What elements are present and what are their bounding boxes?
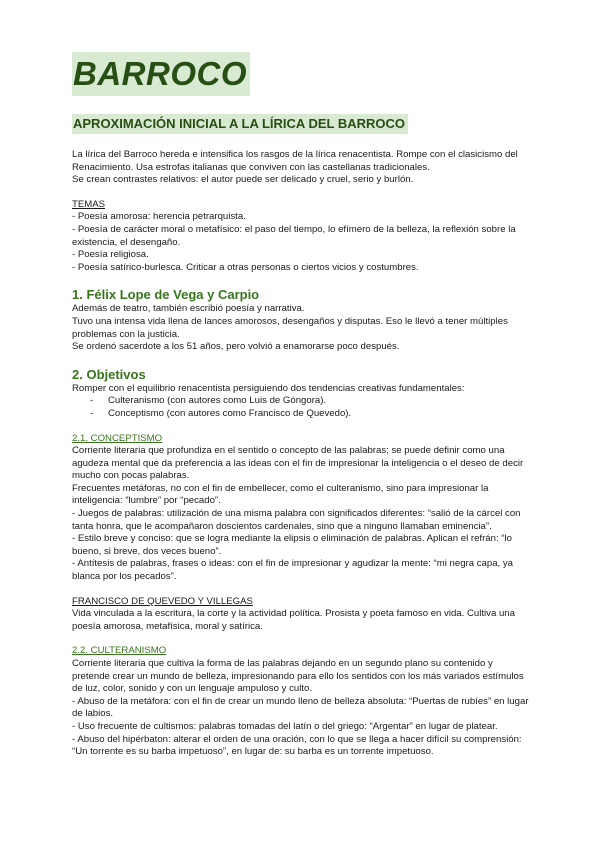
document-title: BARROCO xyxy=(72,52,250,96)
lope-paragraph: Además de teatro, también escribió poesía y narrativa. xyxy=(72,303,305,315)
section-quevedo xyxy=(72,596,532,634)
culteranismo-paragraph: - Abuso de la metáfora: con el fin de crear un mundo lleno de belleza absoluta: “Puertas de rubíes” en lugar de labios. xyxy=(72,695,529,720)
lope-paragraph: Se ordenó sacerdote a los 51 años, pero volvió a enamorarse poco después. xyxy=(72,341,400,353)
section-conceptismo xyxy=(72,433,532,584)
quevedo-heading: FRANCISCO DE QUEVEDO Y VILLEGAS xyxy=(72,595,253,607)
list-item-text: Conceptismo (con autores como Francisco de Quevedo). xyxy=(108,407,352,419)
conceptismo-paragraph: Frecuentes metáforas, no con el fin de embellecer, como el culteranismo, sino para impresionar la inteligencia: “lumbre” por “pecado”. xyxy=(72,482,489,507)
conceptismo-paragraph: - Estilo breve y conciso: que se logra mediante la elipsis o eliminación de palabras. Aplican el refrán: “lo bueno, si breve, dos veces bueno”. xyxy=(72,533,512,557)
document-page xyxy=(72,52,532,759)
temas-block xyxy=(72,199,532,275)
intro-paragraph: La lírica del Barroco hereda e intensifica los rasgos de la lírica renacentista. Rompe con el clasicismo del Renacimiento. Usa estrofas italianas que conviven con las castellanas tradicionales. xyxy=(72,149,518,173)
culteranismo-paragraph: Corriente literaria que cultiva la forma de las palabras dejando en un segundo plano su contenido y pretende crear un mundo de belleza, impresionando para ello los sentidos con los más variados estímulos de luz, color, sonido y con un lenguaje ampuloso y culto. xyxy=(72,658,524,695)
culteranismo-paragraph: - Uso frecuente de cultismos: palabras tomadas del latín o del griego: “Argentar” en lugar de platear. xyxy=(72,720,498,732)
culteranismo-heading: 2.2. CULTERANISMO xyxy=(72,645,167,657)
list-item: - Conceptismo (con autores como Francisco de Quevedo). xyxy=(90,407,352,419)
lope-paragraph: Tuvo una intensa vida llena de lances amorosos, desengaños y disputas. Eso le llevó a tener múltiples problemas con la justicia. xyxy=(72,315,508,340)
culteranismo-paragraph: - Abuso del hipérbaton: alterar el orden de una oración, con lo que se llega a hacer difícil su comprensión: “Un torrente es su barba impetuoso”, en lugar de: su barba es un torrente impetuoso. xyxy=(72,733,522,758)
document-subtitle: APROXIMACIÓN INICIAL A LA LÍRICA DEL BARROCO xyxy=(72,114,408,134)
temas-item: - Poesía amorosa: herencia petrarquista. xyxy=(72,211,246,223)
temas-item: - Poesía satírico-burlesca. Criticar a otras personas o ciertos vicios y costumbres. xyxy=(72,261,419,273)
intro-paragraph: Se crean contrastes relativos: el autor puede ser delicado y cruel, serio y burlón. xyxy=(72,174,414,186)
temas-item: - Poesía de carácter moral o metafísico: el paso del tiempo, lo efímero de la belleza, la reflexión sobre la existencia, el desengaño. xyxy=(72,223,516,248)
temas-heading: TEMAS xyxy=(72,198,106,210)
conceptismo-paragraph: - Juegos de palabras: utilización de una misma palabra con significados diferentes: “salió de la cárcel con tanta honra, que le acompañaron doscientos cardenales, sino que a ninguno llamaban eminencia”. xyxy=(72,508,521,532)
conceptismo-paragraph: Corriente literaria que profundiza en el sentido o concepto de las palabras; se puede definir como una agudeza mental que da preferencia a las ideas con el fin de impresionar la inteligencia o el deseo de decir mucho con pocas palabras. xyxy=(72,445,524,482)
section-culteranismo xyxy=(72,645,532,758)
section-heading-lope: 1. Félix Lope de Vega y Carpio xyxy=(72,287,260,303)
objetivos-intro: Romper con el equilibrio renacentista persiguiendo dos tendencias creativas fundamentales: xyxy=(72,382,465,394)
temas-item: - Poesía religiosa. xyxy=(72,249,149,261)
section-lope xyxy=(72,286,532,353)
list-item: - Culteranismo (con autores como Luis de Góngora). xyxy=(90,395,327,407)
list-item-text: Culteranismo (con autores como Luis de Góngora). xyxy=(108,395,327,407)
objetivos-list xyxy=(72,395,532,420)
quevedo-paragraph: Vida vinculada a la escritura, la corte y la actividad política. Prosista y poeta famoso en vida. Cultiva una poesía amorosa, metafísica, moral y satírica. xyxy=(72,608,515,632)
section-objetivos xyxy=(72,366,532,421)
conceptismo-heading: 2.1. CONCEPTISMO xyxy=(72,432,163,444)
section-heading-objetivos: 2. Objetivos xyxy=(72,366,146,382)
conceptismo-paragraph: - Antítesis de palabras, frases o ideas: con el fin de impresionar y agudizar la mente: “mi negra capa, ya blanca por los pecados”. xyxy=(72,558,514,583)
intro-block xyxy=(72,149,532,187)
